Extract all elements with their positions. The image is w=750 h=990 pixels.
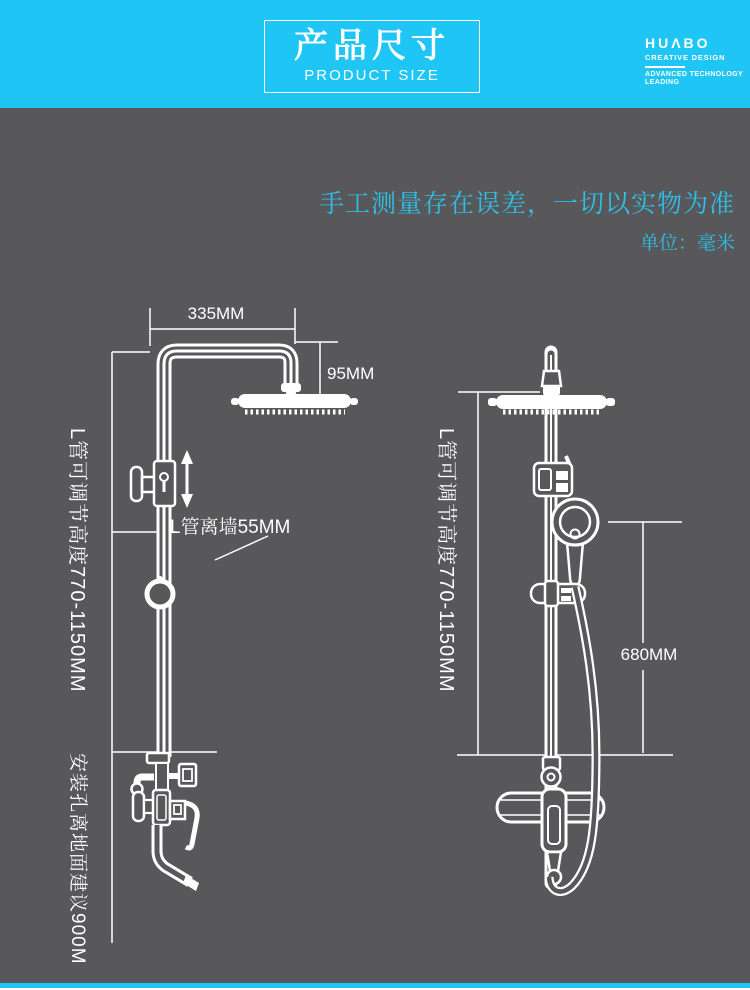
unit-text: 单位：毫米	[639, 233, 735, 254]
left-faucet-body	[132, 753, 200, 891]
right-dim-680	[608, 522, 682, 753]
right-upper-bracket	[534, 456, 572, 496]
page-subtitle: PRODUCT SIZE	[304, 67, 440, 84]
label-hose-680: 680MM	[620, 645, 678, 664]
right-collar	[542, 371, 561, 395]
brand-name: HUΛBO	[645, 35, 711, 51]
updown-arrow-icon	[181, 450, 193, 508]
label-wall-55: L管离墙55MM	[170, 517, 291, 538]
label-left-adjustable-height: L管可调节高度770-1150MM	[66, 428, 88, 693]
brand-tagline-2: ADVANCED TECHNOLOGY	[645, 71, 744, 78]
left-slider-bracket	[131, 461, 175, 506]
brand-tagline-1: CREATIVE DESIGN	[645, 53, 726, 62]
label-install-height: 安装孔离地面建议900M	[67, 753, 88, 965]
left-showerhead-icon	[231, 394, 358, 412]
handheld-shower-icon	[552, 499, 598, 585]
disclaimer-text: 手工测量存在误差，一切以实物为准	[318, 190, 735, 218]
label-drop-95: 95MM	[327, 364, 375, 383]
right-pipe-joint	[542, 757, 561, 787]
brand-tagline-3: LEADING	[645, 79, 680, 86]
label-right-adjustable-height: L管可调节高度770-1150MM	[435, 428, 457, 693]
label-width-335: 335MM	[187, 304, 245, 323]
page-title: 产品尺寸	[294, 27, 450, 65]
right-dim-height	[458, 392, 540, 755]
